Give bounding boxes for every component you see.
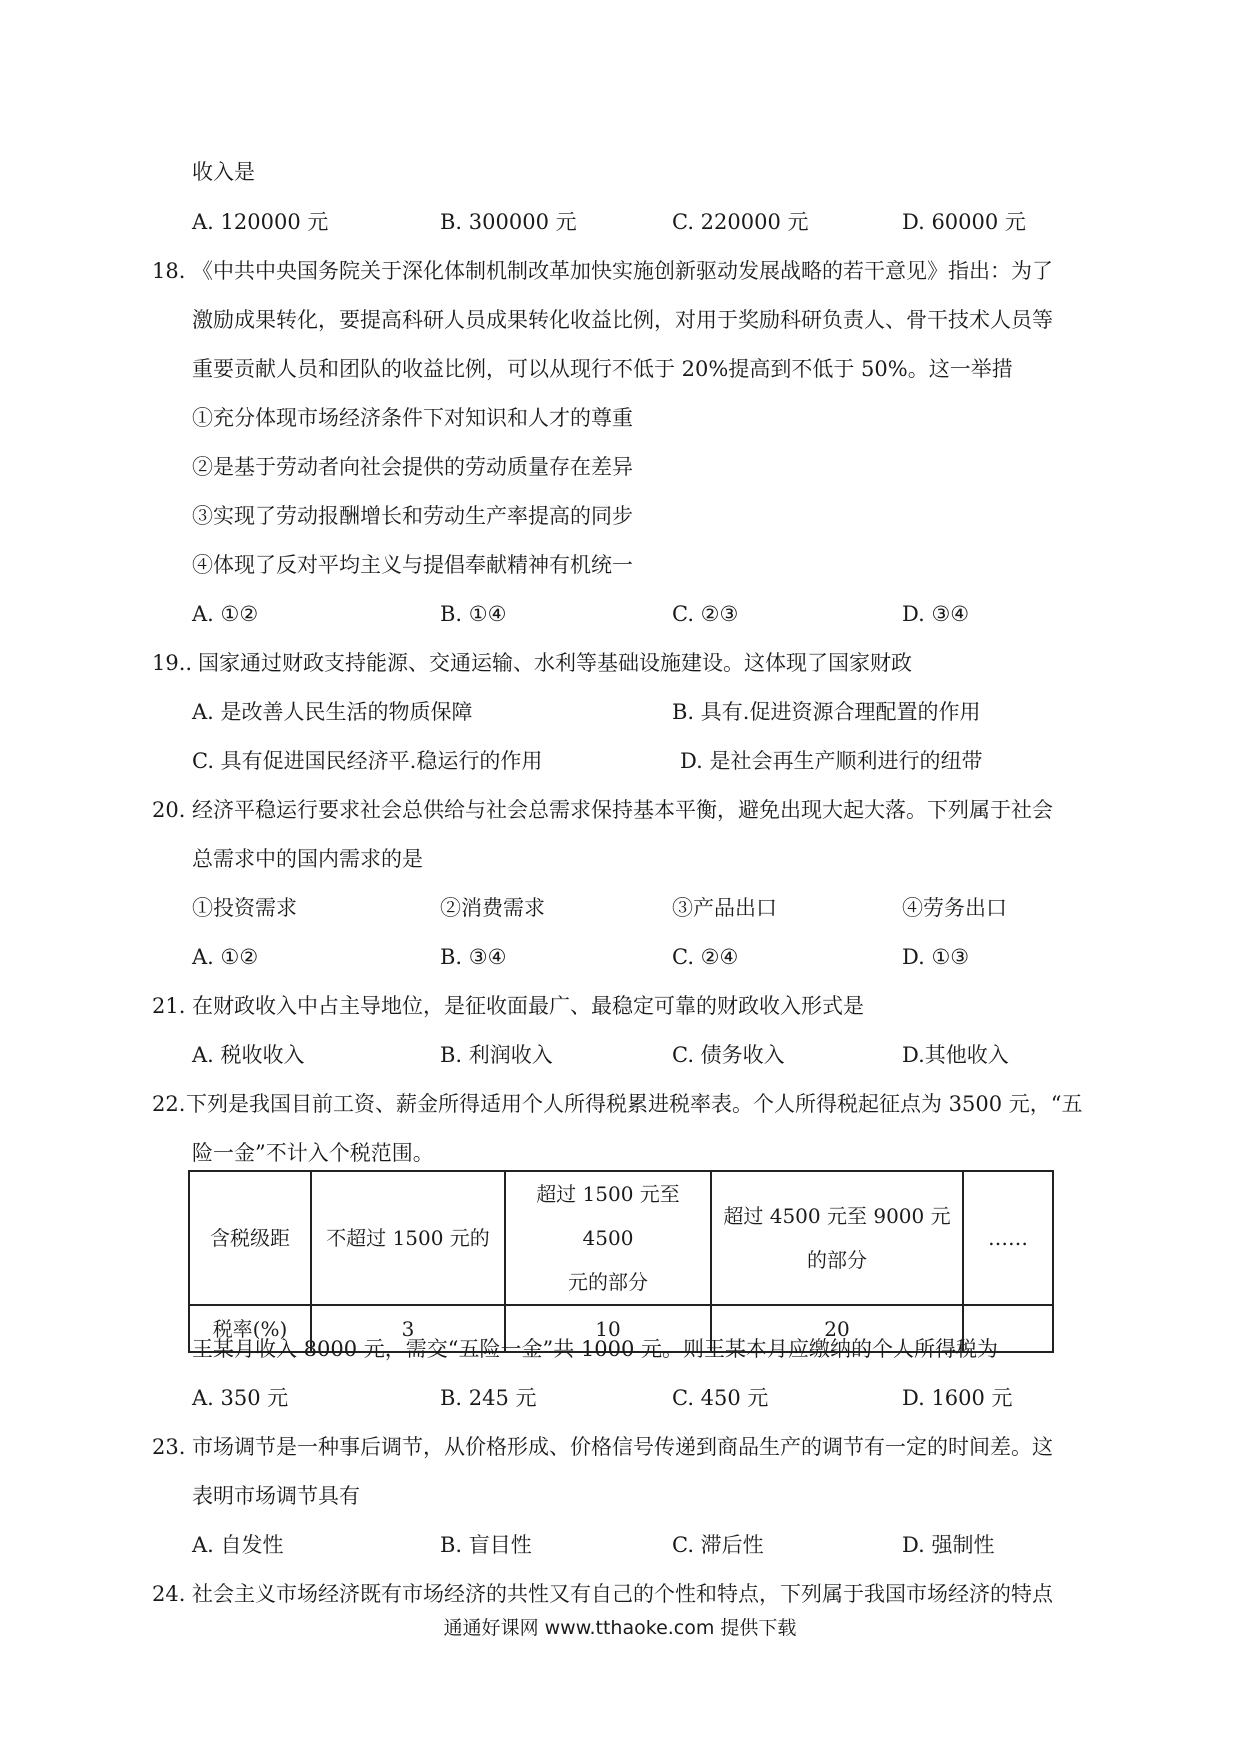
q20-number: 20. xyxy=(152,798,186,822)
q17-option-c: C. 220000 元 xyxy=(672,210,809,234)
q21-text: 在财政收入中占主导地位，是征收面最广、最稳定可靠的财政收入形式是 xyxy=(192,994,864,1018)
page-footer: 通通好课网 www.tthaoke.com 提供下载 xyxy=(443,1617,797,1639)
q18-item-2: ②是基于劳动者向社会提供的劳动质量存在差异 xyxy=(192,455,633,479)
table-cell-rate-1: 3 xyxy=(311,1305,505,1352)
bracket-3-line-1: 超过 4500 元至 9000 元 xyxy=(723,1204,951,1228)
q23-line-1: 市场调节是一种事后调节，从价格形成、价格信号传递到商品生产的调节有一定的时间差。这 xyxy=(192,1435,1053,1459)
q23-line-2: 表明市场调节具有 xyxy=(192,1484,360,1508)
q22-line-2: 险一金”不计入个税范围。 xyxy=(192,1141,434,1165)
q20-item-4: ④劳务出口 xyxy=(902,896,1007,920)
q24-number: 24. xyxy=(152,1582,186,1606)
q23-option-d: D. 强制性 xyxy=(902,1533,995,1557)
q19-option-b: B. 具有.促进资源合理配置的作用 xyxy=(672,700,981,724)
q18-item-4: ④体现了反对平均主义与提倡奉献精神有机统一 xyxy=(192,553,633,577)
q21-number: 21. xyxy=(152,994,186,1018)
q21-option-c: C. 债务收入 xyxy=(672,1043,785,1067)
q18-line-3: 重要贡献人员和团队的收益比例，可以从现行不低于 20%提高到不低于 50%。这一举措 xyxy=(192,357,1013,381)
q22-option-b: B. 245 元 xyxy=(440,1386,537,1410)
q20-item-2: ②消费需求 xyxy=(440,896,545,920)
q22-option-a: A. 350 元 xyxy=(192,1386,289,1410)
q23-option-c: C. 滞后性 xyxy=(672,1533,764,1557)
q24-text: 社会主义市场经济既有市场经济的共性又有自己的个性和特点，下列属于我国市场经济的特点 xyxy=(192,1582,1053,1606)
q19-number: 19.. xyxy=(152,651,193,675)
q17-option-b: B. 300000 元 xyxy=(440,210,577,234)
q19-option-a: A. 是改善人民生活的物质保障 xyxy=(192,700,473,724)
q18-option-d: D. ③④ xyxy=(902,602,970,626)
q20-line-1: 经济平稳运行要求社会总供给与社会总需求保持基本平衡，避免出现大起大落。下列属于社会 xyxy=(192,798,1053,822)
q21-option-b: B. 利润收入 xyxy=(440,1043,553,1067)
q20-option-c: C. ②④ xyxy=(672,945,739,969)
q18-option-c: C. ②③ xyxy=(672,602,739,626)
q23-option-b: B. 盲目性 xyxy=(440,1533,532,1557)
q23-option-a: A. 自发性 xyxy=(192,1533,284,1557)
q19-option-c: C. 具有促进国民经济平.稳运行的作用 xyxy=(192,749,543,773)
tax-rate-table xyxy=(188,1170,1054,1353)
q20-option-d: D. ①③ xyxy=(902,945,970,969)
q17-option-a: A. 120000 元 xyxy=(192,210,329,234)
q22-option-d: D. 1600 元 xyxy=(902,1386,1013,1410)
q22-line-1: 下列是我国目前工资、薪金所得适用个人所得税累进税率表。个人所得税起征点为 3500 元，“五 xyxy=(186,1092,1083,1116)
q21-option-a: A. 税收收入 xyxy=(192,1043,305,1067)
q20-line-2: 总需求中的国内需求的是 xyxy=(192,847,423,871)
q22-option-c: C. 450 元 xyxy=(672,1386,769,1410)
table-header-bracket: 含税级距 xyxy=(189,1171,311,1305)
q20-item-1: ①投资需求 xyxy=(192,896,297,920)
bracket-3-line-2: 的部分 xyxy=(807,1248,867,1272)
table-cell-bracket-3 xyxy=(711,1171,963,1305)
q21-option-d: D.其他收入 xyxy=(902,1043,1009,1067)
table-cell-ellipsis: …… xyxy=(963,1171,1053,1305)
q20-item-3: ③产品出口 xyxy=(672,896,777,920)
bracket-2-line-1: 超过 1500 元至 4500 xyxy=(536,1182,680,1250)
q23-number: 23. xyxy=(152,1435,186,1459)
q22-after-table: 王某月收入 8000 元，需交“五险一金”共 1000 元。则王某本月应缴纳的个人所得税为 xyxy=(192,1337,999,1361)
q20-option-a: A. ①② xyxy=(192,945,259,969)
q22-number: 22. xyxy=(152,1092,186,1116)
q18-option-a: A. ①② xyxy=(192,602,259,626)
q17-lead-in: 收入是 xyxy=(192,160,255,184)
table-cell-bracket-2 xyxy=(505,1171,711,1305)
q20-option-b: B. ③④ xyxy=(440,945,507,969)
table-header-rate: 税率(%) xyxy=(189,1305,311,1352)
q18-line-2: 激励成果转化，要提高科研人员成果转化收益比例，对用于奖励科研负责人、骨干技术人员等 xyxy=(192,308,1053,332)
q17-option-d: D. 60000 元 xyxy=(902,210,1026,234)
q19-option-d: D. 是社会再生产顺利进行的纽带 xyxy=(680,749,983,773)
table-row xyxy=(189,1171,1053,1305)
q18-line-1: 《中共中央国务院关于深化体制机制改革加快实施创新驱动发展战略的若干意见》指出：为了 xyxy=(192,259,1053,283)
table-cell-rate-2: 10 xyxy=(505,1305,711,1352)
bracket-2-line-2: 元的部分 xyxy=(568,1270,648,1294)
q18-item-1: ①充分体现市场经济条件下对知识和人才的尊重 xyxy=(192,406,633,430)
q18-item-3: ③实现了劳动报酬增长和劳动生产率提高的同步 xyxy=(192,504,633,528)
q18-option-b: B. ①④ xyxy=(440,602,507,626)
table-cell-bracket-1: 不超过 1500 元的 xyxy=(311,1171,505,1305)
table-cell-rate-3: 20 xyxy=(711,1305,963,1352)
q19-text: 国家通过财政支持能源、交通运输、水利等基础设施建设。这体现了国家财政 xyxy=(198,651,912,675)
q18-number: 18. xyxy=(152,259,186,283)
